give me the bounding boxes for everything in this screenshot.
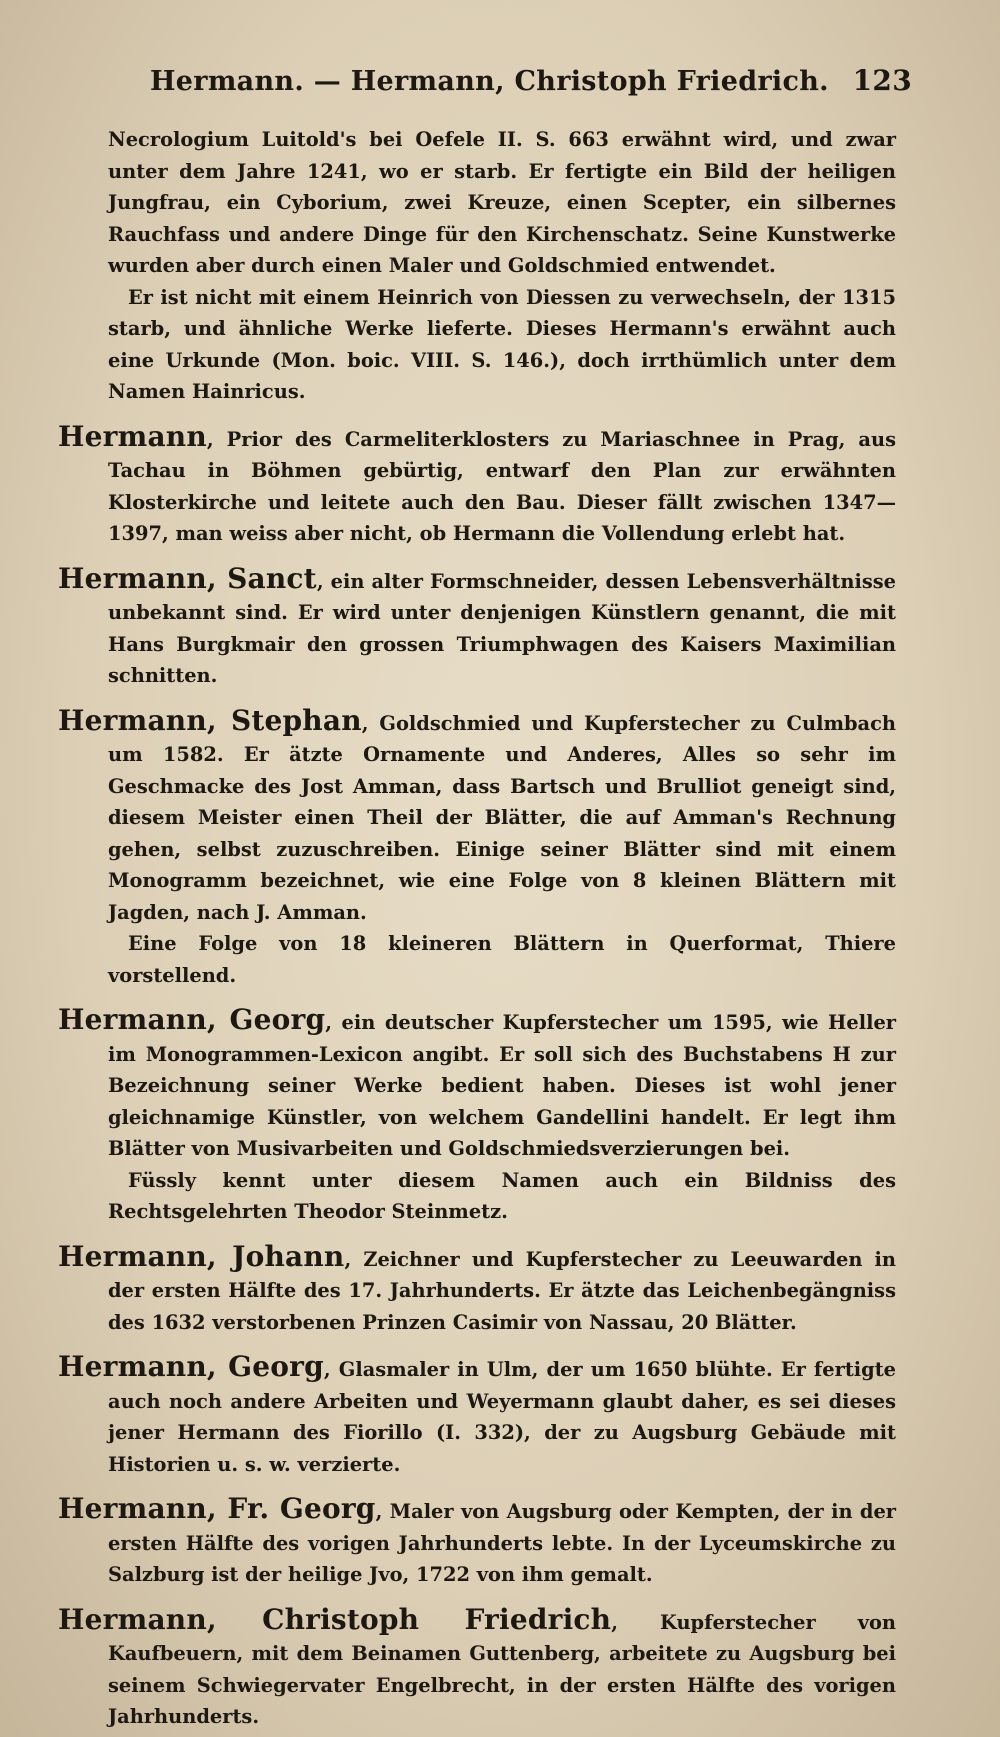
entry-text: , Kupferstecher von Kaufbeuern, mit dem Beinamen Guttenberg, arbeitete zu Augsburg bei seinem Schwiegervater Engelbrecht, in der ersten Hälfte des vorigen Jahrhunderts.	[108, 1610, 897, 1728]
entry-text: , ein alter Formschneider, dessen Lebensverhältnisse unbekannt sind. Er wird unter denjenigen Künstlern genannt, die mit Hans Burgkmair den grossen Triumphwagen des Kaisers Maximilian schnitten.	[108, 569, 896, 687]
entry-text: , Goldschmied und Kupferstecher zu Culmbach um 1582. Er ätzte Ornamente und Anderes, Alles so sehr im Geschmacke des Jost Amman, dass Bartsch und Brulliot geneigt sind, diesem Meister einen Theil der Blätter, die auf Amman's Rechnung gehen, selbst zuzuschreiben. Einige seiner Blätter sind mit einem Monogramm bezeichnet, wie eine Folge von 8 kleinen Blättern mit Jagden, nach J. Amman.	[108, 711, 896, 924]
entry	[58, 421, 896, 550]
entry-name: Hermann, Georg	[58, 1350, 324, 1383]
intro-paragraph: Er ist nicht mit einem Heinrich von Diessen zu verwechseln, der 1315 starb, und ähnliche Werke lieferte. Dieses Hermann's erwähnt auch eine Urkunde (Mon. boic. VIII. S. 146.), doch irrthümlich unter dem Namen Hainricus.	[108, 285, 896, 403]
entry-continuation: Füssly kennt unter diesem Namen auch ein Bildniss des Rechtsgelehrten Theodor Steinmetz.	[108, 1168, 896, 1223]
running-header	[150, 64, 912, 97]
entry-continuation: Eine Folge von 18 kleineren Blättern in Querformat, Thiere vorstellend.	[108, 932, 896, 987]
running-title: Hermann. — Hermann, Christoph Friedrich.	[150, 66, 829, 97]
entry	[58, 705, 896, 929]
intro-paragraph: Necrologium Luitold's bei Oefele II. S. 663 erwähnt wird, und zwar unter dem Jahre 1241, wo er starb. Er fertigte ein Bild der heiligen Jungfrau, ein Cyborium, zwei Kreuze, einen Scepter, ein silbernes Rauchfass und andere Dinge für den Kirchenschatz. Seine Kunstwerke wurden aber durch einen Maler und Goldschmied entwendet.	[108, 128, 896, 277]
entry	[58, 1604, 896, 1733]
entry-name: Hermann, Stephan	[58, 703, 362, 737]
entry-name: Hermann, Fr. Georg	[58, 1492, 376, 1525]
entry-text: , Maler von Augsburg oder Kempten, der in der ersten Hälfte des vorigen Jahrhunderts lebte. In der Lyceumskirche zu Salzburg ist der heilige Jvo, 1722 von ihm gemalt.	[108, 1500, 897, 1586]
entry	[58, 563, 896, 692]
entry	[58, 1241, 896, 1339]
entry	[58, 1493, 896, 1591]
entry-name: Hermann	[58, 419, 207, 453]
page-number: 123	[852, 64, 912, 97]
entry-name: Hermann, Sanct	[58, 561, 317, 595]
entry-text: , Prior des Carmeliterklosters zu Mariaschnee in Prag, aus Tachau in Böhmen gebürtig, entwarf den Plan zur erwähnten Klosterkirche und leitete auch den Bau. Dieser fällt zwischen 1347—1397, man weiss aber nicht, ob Hermann die Vollendung erlebt hat.	[108, 427, 896, 545]
entry	[58, 1351, 896, 1480]
entry-text: , Zeichner und Kupferstecher zu Leeuwarden in der ersten Hälfte des 17. Jahrhunderts. Er ätzte das Leichenbegängniss des 1632 verstorbenen Prinzen Casimir von Nassau, 20 Blätter.	[108, 1247, 897, 1334]
entry	[58, 1004, 896, 1165]
page-content	[58, 124, 896, 1733]
entry-name: Hermann, Johann	[58, 1239, 345, 1273]
entry-text: , ein deutscher Kupferstecher um 1595, wie Heller im Monogrammen-Lexicon angibt. Er soll sich des Buchstabens H zur Bezeichnung seiner Werke bedient haben. Dieses ist wohl jener gleichnamige Künstler, von welchem Gandellini handelt. Er legt ihm Blätter von Musivarbeiten und Goldschmiedsverzierungen bei.	[108, 1011, 896, 1160]
entry-name: Hermann, Christoph Friedrich	[58, 1602, 612, 1636]
entry-text: , Glasmaler in Ulm, der um 1650 blühte. Er fertigte auch noch andere Arbeiten und Weyermann glaubt daher, es sei dieses jener Hermann des Fiorillo (I. 332), der zu Augsburg Gebäude mit Historien u. s. w. verzierte.	[108, 1358, 896, 1476]
entry-name: Hermann, Georg	[58, 1003, 326, 1036]
